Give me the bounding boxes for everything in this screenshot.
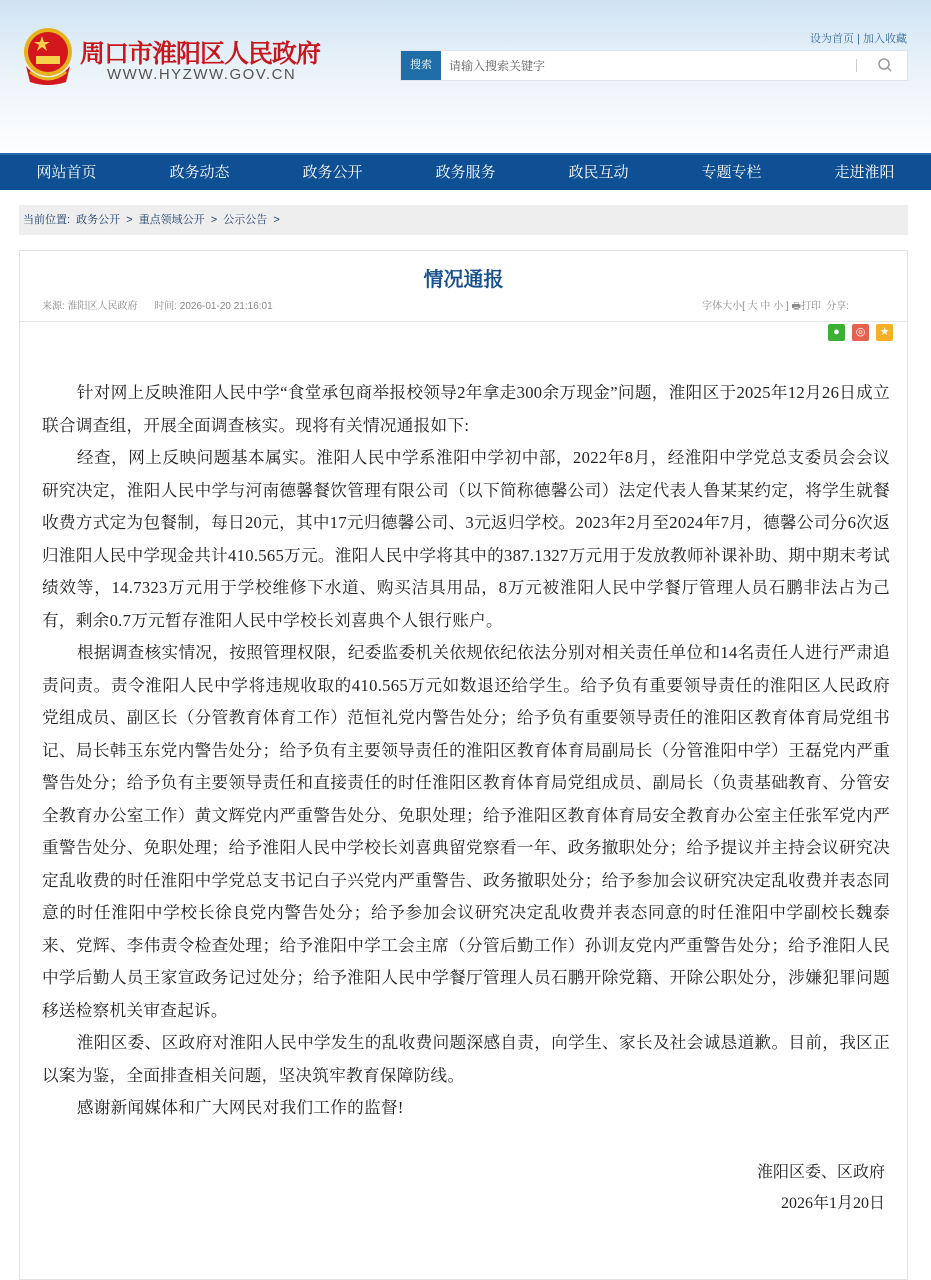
time-label: 时间: — [154, 301, 178, 312]
nav-news[interactable]: 政务动态 — [169, 164, 230, 181]
article-meta — [20, 292, 907, 322]
nav-services[interactable]: 政务服务 — [435, 164, 496, 181]
print-icon[interactable]: 🖶 — [791, 301, 801, 312]
nav-open-government[interactable]: 政务公开 — [302, 164, 363, 181]
breadcrumb-sep: > — [210, 214, 218, 226]
breadcrumb-item[interactable]: 重点领域公开 — [138, 214, 205, 226]
signature-block — [757, 1157, 885, 1219]
nav-topics[interactable]: 专题专栏 — [701, 164, 762, 181]
breadcrumb-sep: > — [273, 214, 280, 226]
wechat-icon[interactable]: ● — [828, 324, 845, 341]
search-icon[interactable] — [877, 57, 893, 73]
favorite-star-icon[interactable]: ★ — [876, 324, 893, 341]
national-emblem-icon — [20, 26, 76, 88]
breadcrumb-label: 当前位置: — [23, 214, 71, 226]
paragraph: 经查，网上反映问题基本属实。淮阳人民中学系淮阳中学初中部，2022年8月，经淮阳中学党总支委员会会议研究决定，淮阳人民中学与河南德馨餐饮管理有限公司（以下简称德馨公司）法定代表人鲁某某约定，将学生就餐收费方式定为包餐制，每日20元，其中17元归德馨公司、3元返归学校。2023年2月至2024年7月，德馨公司分6次返归淮阳人民中学现金共计410.565万元。淮阳人民中学将其中的387.1327万元用于发放教师补课补助、期中期末考试绩效等，14.7323万元用于学校维修下水道、购买洁具用品，8万元被淮阳人民中学餐厅管理人员石鹏非法占为己有，剩余0.7万元暂存淮阳人民中学校长刘喜典个人银行账户。 — [42, 448, 890, 630]
top-links — [810, 30, 907, 46]
publish-time: 2026-01-20 21:16:01 — [179, 301, 273, 312]
paragraph: 根据调查核实情况，按照管理权限，纪委监委机关依规依纪依法分别对相关责任单位和14名责任人进行严肃追责问责。责令淮阳人民中学将违规收取的410.565万元如数退还给学生。给予负有重要领导责任的淮阳区人民政府党组成员、副区长（分管教育体育工作）范恒礼党内警告处分；给予负有重要领导责任的淮阳区教育体育局党组书记、局长韩玉东党内警告处分；给予负有主要领导责任的淮阳区教育体育局副局长（分管淮阳中学）王磊党内严重警告处分；给予负有主要领导责任和直接责任的时任淮阳区教育体育局党组成员、副局长（负责基础教育、分管安全教育办公室工作）黄文辉党内严重警告处分、免职处理；给予淮阳区教育体育局安全教育办公室主任张军党内严重警告处分、免职处理；给予淮阳人民中学校长刘喜典留党察看一年、政务撤职处分；给予提议并主持会议研究决定乱收费的时任淮阳中学党总支书记白子兴党内严重警告、政务撤职处分；给予参加会议研究决定乱收费并表态同意的时任淮阳中学校长徐良党内警告处分；给予参加会议研究决定乱收费并表态同意的时任淮阳中学副校长魏泰来、党辉、李伟责令检查处理；给予淮阳中学工会主席（分管后勤工作）孙训友党内严重警告处分；给予淮阳人民中学后勤人员王家宣政务记过处分；给予淮阳人民中学餐厅管理人员石鹏开除党籍、开除公职处分，涉嫌犯罪问题移送检察机关审查起诉。 — [42, 643, 890, 1020]
breadcrumb — [19, 205, 908, 235]
font-size-close: ] — [785, 301, 789, 312]
add-favorite-link[interactable]: 加入收藏 — [863, 33, 907, 45]
font-large-button[interactable]: 大 — [747, 301, 758, 312]
article-body — [42, 377, 890, 1125]
site-url: WWW.HYZWW.GOV.CN — [107, 66, 297, 83]
search-input[interactable] — [449, 55, 849, 76]
font-small-button[interactable]: 小 — [773, 301, 784, 312]
breadcrumb-item[interactable]: 公示公告 — [223, 214, 268, 226]
breadcrumb-item[interactable]: 政务公开 — [76, 214, 121, 226]
article — [19, 250, 908, 1280]
weibo-icon[interactable]: ◎ — [852, 324, 869, 341]
share-label: 分享: — [826, 301, 849, 312]
main-nav — [0, 153, 931, 190]
nav-home[interactable]: 网站首页 — [36, 164, 97, 181]
source-label: 来源: — [42, 301, 65, 312]
divider — [856, 59, 857, 72]
paragraph: 淮阳区委、区政府对淮阳人民中学发生的乱收费问题深感自责，向学生、家长及社会诚恳道歉。目前，我区正以案为鉴，全面排查相关问题，坚决筑牢教育保障防线。 — [42, 1033, 890, 1085]
paragraph: 感谢新闻媒体和广大网民对我们工作的监督! — [76, 1098, 404, 1117]
font-medium-button[interactable]: 中 — [760, 301, 771, 312]
site-header — [0, 0, 931, 153]
share-buttons — [828, 324, 893, 341]
search-bar — [400, 50, 908, 81]
article-title: 情况通报 — [423, 269, 504, 291]
breadcrumb-sep: > — [126, 214, 133, 226]
source: 淮阳区人民政府 — [67, 301, 138, 312]
paragraph: 针对网上反映淮阳人民中学“食堂承包商举报校领导2年拿走300余万现金”问题，淮阳区于2025年12月26日成立联合调查组，开展全面调查核实。现将有关情况通报如下: — [42, 383, 890, 435]
search-button[interactable]: 搜索 — [401, 51, 441, 80]
nav-about[interactable]: 走进淮阳 — [834, 164, 895, 181]
set-home-link[interactable]: 设为首页 — [810, 33, 855, 45]
sign-date: 2026年1月20日 — [780, 1195, 885, 1212]
separator: | — [857, 33, 860, 45]
print-button[interactable]: 打印 — [801, 301, 821, 312]
site-title[interactable]: 周口市淮阳区人民政府 — [80, 40, 321, 68]
signature: 淮阳区委、区政府 — [756, 1164, 885, 1181]
nav-interaction[interactable]: 政民互动 — [568, 164, 629, 181]
font-size-label: 字体大小[ — [702, 301, 745, 312]
